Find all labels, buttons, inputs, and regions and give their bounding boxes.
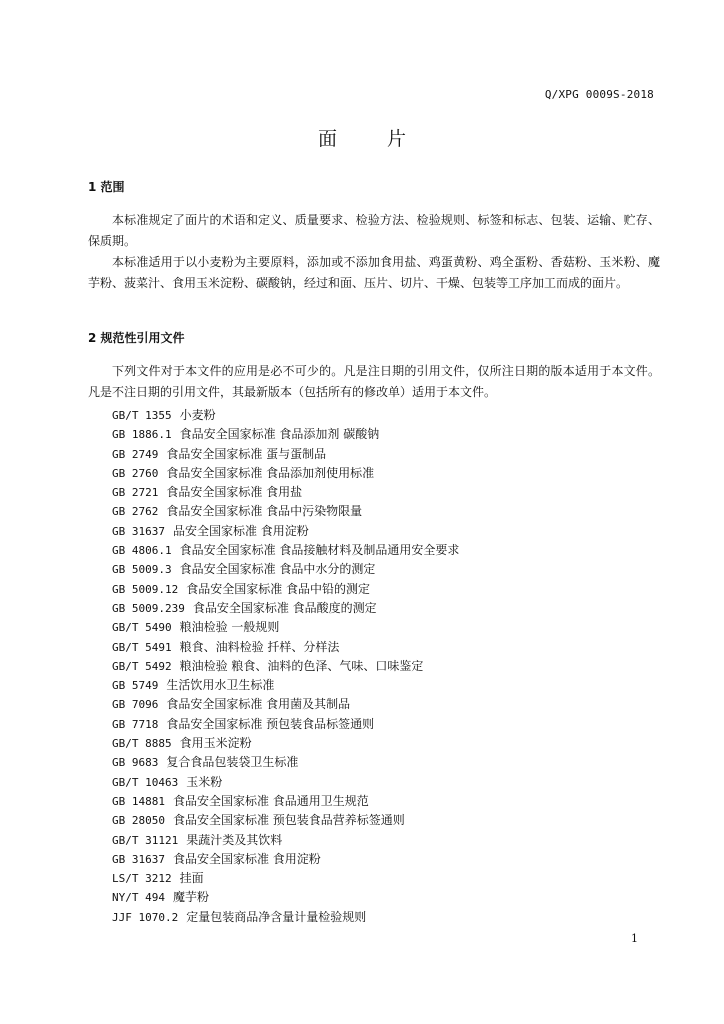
reference-code: GB 5009.3: [112, 563, 172, 577]
reference-item: [112, 522, 459, 541]
reference-title: 食品安全国家标准 食用淀粉: [172, 851, 321, 866]
reference-title: 生活饮用水卫生标准: [166, 678, 275, 693]
reference-item: [112, 560, 459, 579]
reference-code: GB 31637: [112, 852, 165, 866]
reference-title: 食品安全国家标准 食品中污染物限量: [166, 504, 363, 519]
reference-item: [112, 715, 459, 734]
reference-title: 粮油检验 一般规则: [179, 620, 280, 635]
reference-code: NY/T 494: [112, 891, 165, 905]
reference-title: 食品安全国家标准 蛋与蛋制品: [166, 446, 327, 461]
reference-code: GB 5009.239: [112, 601, 185, 615]
reference-title: 食用玉米淀粉: [179, 736, 252, 751]
reference-item: [112, 541, 459, 560]
reference-title: 粮油检验 粮食、油料的色泽、气味、口味鉴定: [179, 658, 424, 673]
reference-item: [112, 869, 459, 888]
reference-title: 食品安全国家标准 食品接触材料及制品通用安全要求: [179, 543, 460, 558]
scope-paragraph: 本标准规定了面片的术语和定义、质量要求、检验方法、检验规则、标签和标志、包装、运输、贮存、保质期。: [88, 213, 660, 248]
document-title: 面 片: [317, 128, 429, 150]
reference-item: [112, 908, 459, 927]
reference-title: 食品安全国家标准 预包装食品营养标签通则: [172, 813, 405, 828]
reference-code: GB 31637: [112, 524, 165, 538]
reference-title: 食品安全国家标准 食用盐: [166, 485, 303, 500]
reference-code: LS/T 3212: [112, 872, 172, 886]
reference-code: GB 2721: [112, 486, 159, 500]
reference-code: GB 5749: [112, 679, 159, 693]
reference-item: [112, 618, 459, 637]
reference-item: [112, 502, 459, 521]
reference-title: 挂面: [179, 871, 204, 886]
reference-item: [112, 734, 459, 753]
reference-item: [112, 638, 459, 657]
reference-title: 定量包装商品净含量计量检验规则: [186, 909, 367, 924]
reference-item: [112, 773, 459, 792]
reference-item: [112, 657, 459, 676]
section-heading-references: 2 规范性引用文件: [88, 331, 185, 345]
reference-item: [112, 831, 459, 850]
reference-code: GB/T 5492: [112, 659, 172, 673]
reference-title: 品安全国家标准 食用淀粉: [172, 523, 309, 538]
reference-code: GB 28050: [112, 814, 165, 828]
reference-item: [112, 406, 459, 425]
reference-code: GB 4806.1: [112, 544, 172, 558]
section-heading-scope: 1 范围: [88, 180, 125, 194]
reference-code: GB/T 31121: [112, 833, 179, 847]
reference-item: [112, 445, 459, 464]
reference-title: 食品安全国家标准 食品中铅的测定: [186, 581, 371, 596]
reference-title: 粮食、油料检验 扦样、分样法: [179, 639, 340, 654]
reference-code: GB 9683: [112, 756, 159, 770]
reference-code: GB 2749: [112, 447, 159, 461]
scope-paragraph: 本标准适用于以小麦粉为主要原料，添加或不添加食用盐、鸡蛋黄粉、鸡全蛋粉、香菇粉、玉米粉、魔芋粉、菠菜汁、食用玉米淀粉、碳酸钠，经过和面、压片、切片、干燥、包装等工序加工而成的面片。: [88, 255, 660, 290]
reference-title: 复合食品包装袋卫生标准: [166, 755, 299, 770]
reference-code: GB/T 5491: [112, 640, 172, 654]
reference-title: 食品安全国家标准 预包装食品标签通则: [166, 716, 375, 731]
reference-list: [112, 406, 459, 927]
reference-code: GB 7096: [112, 698, 159, 712]
reference-title: 食品安全国家标准 食品酸度的测定: [192, 600, 377, 615]
reference-code: GB/T 1355: [112, 409, 172, 422]
reference-item: [112, 753, 459, 772]
reference-code: GB/T 8885: [112, 737, 172, 751]
reference-item: [112, 888, 459, 907]
reference-code: GB 1886.1: [112, 428, 172, 442]
standard-code: Q/XPG 0009S-2018: [544, 88, 654, 101]
reference-item: [112, 676, 459, 695]
reference-title: 食品安全国家标准 食用菌及其制品: [166, 697, 351, 712]
reference-item: [112, 811, 459, 830]
reference-item: [112, 695, 459, 714]
reference-title: 食品安全国家标准 食品中水分的测定: [179, 562, 376, 577]
reference-code: GB 7718: [112, 717, 159, 731]
reference-code: GB 14881: [112, 794, 165, 808]
reference-item: [112, 483, 459, 502]
reference-title: 小麦粉: [179, 408, 216, 422]
reference-title: 食品安全国家标准 食品添加剂 碳酸钠: [179, 427, 380, 442]
reference-title: 食品安全国家标准 食品通用卫生规范: [172, 793, 369, 808]
page-number: 1: [631, 932, 638, 945]
reference-code: JJF 1070.2: [112, 910, 179, 924]
reference-item: [112, 599, 459, 618]
references-intro-paragraph: 下列文件对于本文件的应用是必不可少的。凡是注日期的引用文件，仅所注日期的版本适用于本文件。凡是不注日期的引用文件，其最新版本（包括所有的修改单）适用于本文件。: [88, 364, 660, 399]
reference-item: [112, 464, 459, 483]
reference-code: GB 5009.12: [112, 582, 179, 596]
reference-code: GB 2760: [112, 466, 159, 480]
reference-title: 食品安全国家标准 食品添加剂使用标准: [166, 465, 375, 480]
reference-title: 魔芋粉: [172, 890, 209, 905]
reference-code: GB/T 10463: [112, 775, 179, 789]
reference-item: [112, 850, 459, 869]
reference-item: [112, 792, 459, 811]
reference-code: GB 2762: [112, 505, 159, 519]
reference-item: [112, 425, 459, 444]
reference-title: 果蔬汁类及其饮料: [186, 832, 283, 847]
reference-code: GB/T 5490: [112, 621, 172, 635]
reference-item: [112, 580, 459, 599]
reference-title: 玉米粉: [186, 774, 223, 789]
